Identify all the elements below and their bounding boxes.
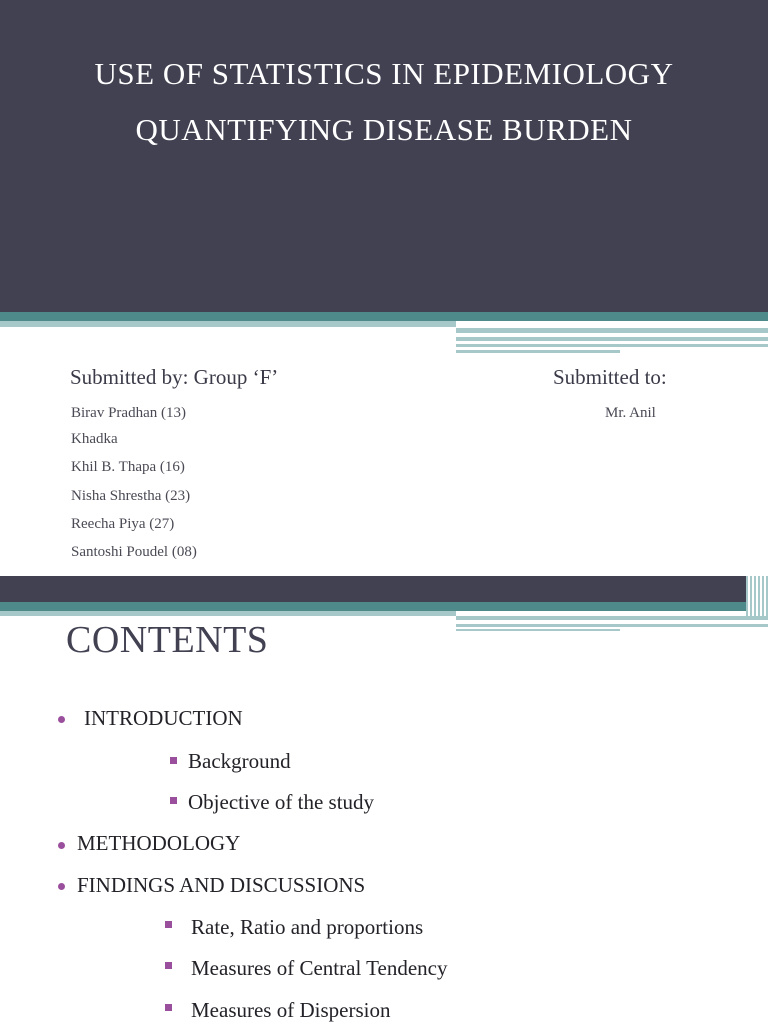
bullet-square-icon xyxy=(165,962,172,969)
member-name: Birav Pradhan (13) xyxy=(71,405,186,421)
contents-title: CONTENTS xyxy=(66,619,269,661)
bullet-square-icon xyxy=(170,797,177,804)
contents-subitem: Measures of Central Tendency xyxy=(191,956,448,980)
accent-stripe-light xyxy=(456,624,768,627)
accent-stripe-teal xyxy=(0,602,768,611)
accent-stripe-teal xyxy=(0,312,768,321)
contents-item: METHODOLOGY xyxy=(77,831,241,855)
teacher-name: Mr. Anil xyxy=(605,405,656,421)
accent-stripe-light xyxy=(456,616,768,620)
member-name: Santoshi Poudel (08) xyxy=(71,544,197,560)
bullet-square-icon xyxy=(165,921,172,928)
contents-item: FINDINGS AND DISCUSSIONS xyxy=(77,873,366,897)
accent-stripe-light xyxy=(0,321,456,327)
title-line-2: QUANTIFYING DISEASE BURDEN xyxy=(135,112,633,147)
title-band xyxy=(0,0,768,312)
member-name: Khil B. Thapa (16) xyxy=(71,459,185,475)
header-band xyxy=(0,576,768,602)
contents-item: INTRODUCTION xyxy=(84,706,243,730)
contents-subitem: Measures of Dispersion xyxy=(191,998,391,1022)
accent-stripe-light xyxy=(456,350,620,353)
bullet-square-icon xyxy=(165,1004,172,1011)
contents-subitem: Objective of the study xyxy=(188,790,375,814)
member-name: Reecha Piya (27) xyxy=(71,516,175,532)
accent-stripe-light xyxy=(456,344,768,347)
contents-subitem: Rate, Ratio and proportions xyxy=(191,915,424,939)
submitted-to-label: Submitted to: xyxy=(553,365,667,389)
member-name: Khadka xyxy=(71,431,118,447)
accent-stripe-light xyxy=(456,328,768,333)
bullet-square-icon xyxy=(170,757,177,764)
bullet-dot-icon xyxy=(58,716,65,723)
title-line-1: USE OF STATISTICS IN EPIDEMIOLOGY xyxy=(94,56,674,91)
contents-subitem: Background xyxy=(188,749,291,773)
bullet-dot-icon xyxy=(58,842,65,849)
member-name: Nisha Shrestha (23) xyxy=(71,488,191,504)
submitted-by-label: Submitted by: Group ‘F’ xyxy=(70,365,279,389)
bullet-dot-icon xyxy=(58,883,65,890)
corner-stripes xyxy=(746,576,768,616)
contents-slide xyxy=(0,576,768,1024)
accent-stripe-light xyxy=(0,611,456,616)
accent-stripe-light xyxy=(456,629,620,631)
accent-stripe-light xyxy=(456,337,768,341)
